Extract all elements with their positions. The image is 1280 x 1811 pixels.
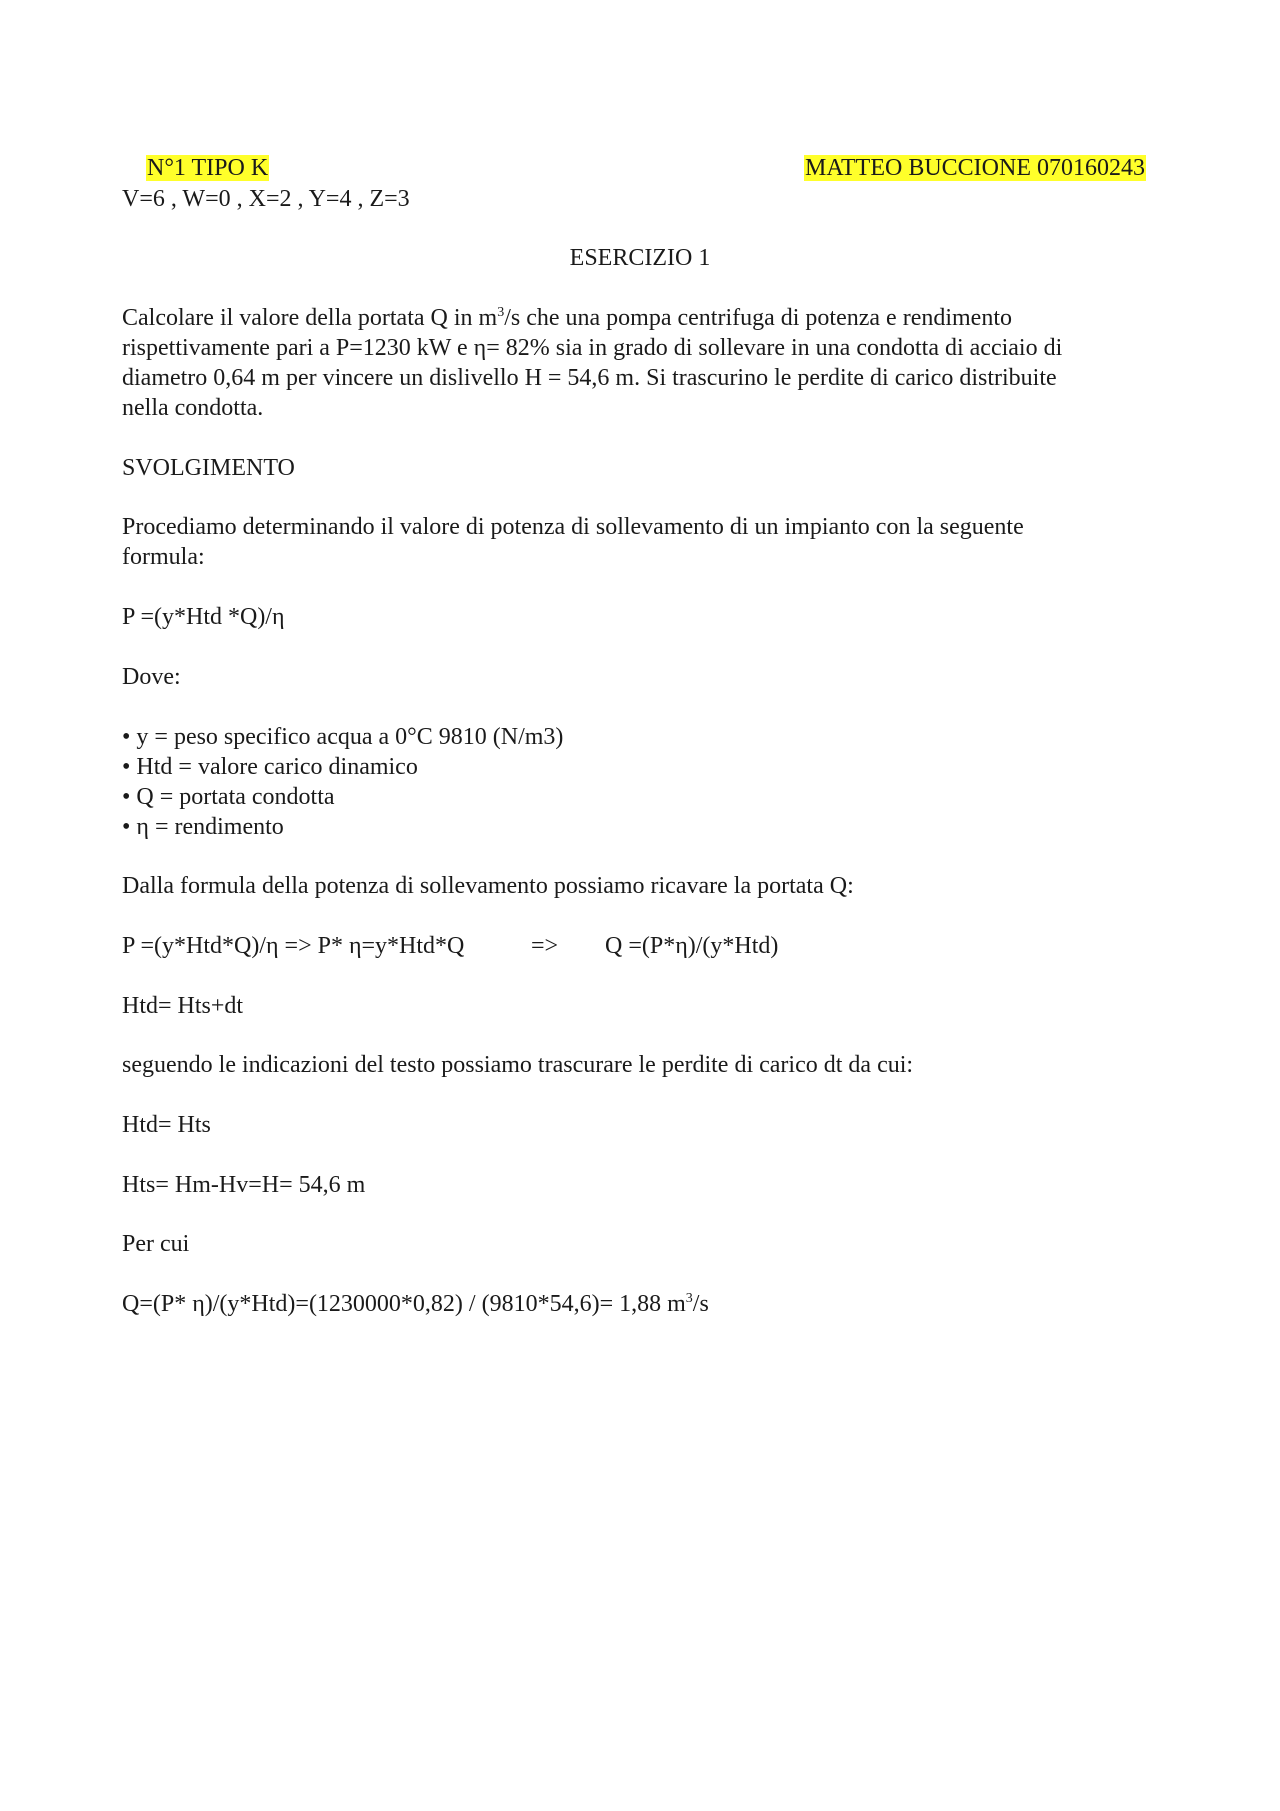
where-label: Dove: bbox=[122, 664, 181, 690]
formula-derivation-part2: Q =(P*η)/(y*Htd) bbox=[605, 933, 779, 959]
therefore-text: Per cui bbox=[122, 1231, 190, 1257]
variables-line: V=6 , W=0 , X=2 , Y=4 , Z=3 bbox=[122, 186, 410, 212]
header-right bbox=[780, 123, 1146, 213]
problem-line-1b: /s che una pompa centrifuga di potenza e rendimento bbox=[504, 305, 1012, 331]
formula-derivation bbox=[122, 931, 464, 961]
htd-hts-equation: Htd= Hts bbox=[122, 1112, 211, 1138]
problem-line-2: rispettivamente pari a P=1230 kW e η= 82% sia in grado di sollevare in una condotta di acciaio di bbox=[122, 335, 1063, 361]
bullet-item: • y = peso specifico acqua a 0°C 9810 (N/m3) bbox=[122, 724, 564, 750]
problem-line-3: diametro 0,64 m per vincere un dislivello H = 54,6 m. Si trascurino le perdite di carico distribuite bbox=[122, 365, 1057, 391]
result-formula bbox=[122, 1289, 709, 1319]
htd-equation: Htd= Hts+dt bbox=[122, 993, 244, 1019]
solution-heading: SVOLGIMENTO bbox=[122, 455, 295, 481]
result-formula-sup: 3 bbox=[685, 1291, 693, 1306]
formula-derivation-part1: P =(y*Htd*Q)/η => P* η=y*Htd*Q bbox=[122, 933, 465, 959]
bullet-item: • Q = portata condotta bbox=[122, 784, 335, 810]
intro-line-2: formula: bbox=[122, 544, 205, 570]
header-right-text: MATTEO BUCCIONE 070160243 bbox=[805, 155, 1145, 181]
bullet-item: • Htd = valore carico dinamico bbox=[122, 754, 418, 780]
problem-line-1a: Calcolare il valore della portata Q in m bbox=[122, 305, 498, 331]
intro-line-1: Procediamo determinando il valore di potenza di sollevamento di un impianto con la seguente bbox=[122, 514, 1024, 540]
hts-equation: Hts= Hm-Hv=H= 54,6 m bbox=[122, 1172, 366, 1198]
problem-line-4: nella condotta. bbox=[122, 395, 264, 421]
exercise-title: ESERCIZIO 1 bbox=[569, 245, 711, 271]
problem-line-1-sup: 3 bbox=[497, 305, 505, 320]
formula-power: P =(y*Htd *Q)/η bbox=[122, 604, 285, 630]
bullet-item: • η = rendimento bbox=[122, 814, 284, 840]
derive-text: Dalla formula della potenza di sollevamento possiamo ricavare la portata Q: bbox=[122, 873, 854, 899]
problem-line-1 bbox=[122, 303, 1012, 333]
neglect-text: seguendo le indicazioni del testo possiamo trascurare le perdite di carico dt da cui: bbox=[122, 1052, 914, 1078]
result-formula-text: Q=(P* η)/(y*Htd)=(1230000*0,82) / (9810*54,6)= 1,88 m bbox=[122, 1291, 686, 1317]
result-formula-tail: /s bbox=[692, 1291, 709, 1317]
formula-derivation-arrow: => bbox=[531, 933, 559, 959]
header-left-text: N°1 TIPO K bbox=[147, 155, 269, 181]
